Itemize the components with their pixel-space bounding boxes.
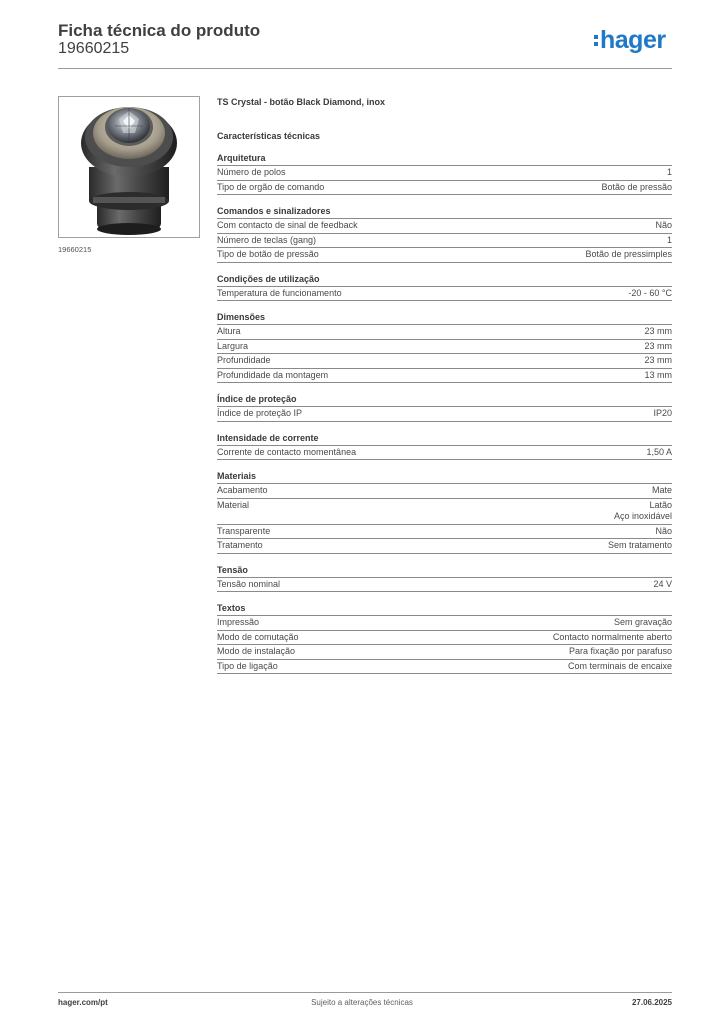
spec-value [608, 540, 672, 552]
section-title: Dimensões [217, 311, 672, 325]
section-title: Arquitetura [217, 152, 672, 166]
spec-value [614, 500, 672, 523]
spec-row [217, 578, 672, 593]
spec-value [667, 235, 672, 247]
spec-value [644, 326, 672, 338]
spec-value [601, 182, 672, 194]
spec-label: Transparente [217, 525, 271, 536]
section-title: Intensidade de corrente [217, 432, 672, 446]
spec-value [646, 447, 672, 459]
spec-label: Profundidade da montagem [217, 369, 329, 380]
page-title: Ficha técnica do produto [58, 21, 261, 40]
spec-value [652, 485, 672, 497]
spec-row [217, 484, 672, 499]
spec-row [217, 219, 672, 234]
spec-label: Acabamento [217, 485, 268, 495]
spec-value-line: 23 mm [644, 355, 672, 365]
spec-value-line: -20 - 60 °C [628, 287, 672, 298]
spec-label: Modo de instalação [217, 646, 296, 656]
spec-section [217, 152, 672, 195]
spec-label: Corrente de contacto momentânea [217, 446, 357, 457]
technical-characteristics-heading: Características técnicas [217, 131, 321, 141]
spec-row [217, 660, 672, 675]
spec-label: Altura [217, 326, 241, 336]
spec-label: Impressão [217, 617, 260, 627]
spec-label: Largura [217, 340, 249, 351]
spec-row [217, 631, 672, 646]
spec-row [217, 369, 672, 384]
spec-label: Tensão nominal [217, 578, 281, 589]
spec-label: Número de teclas (gang) [217, 234, 317, 245]
spec-row [217, 616, 672, 631]
spec-section [217, 470, 672, 554]
spec-value-line: 1 [666, 234, 672, 245]
spec-value-line: Com terminais de encaixe [567, 660, 672, 671]
spec-value-line: Mate [651, 485, 672, 495]
spec-row [217, 248, 672, 263]
crystal-push-button-icon [59, 97, 199, 237]
spec-value [628, 288, 672, 300]
section-title: Comandos e sinalizadores [217, 205, 672, 219]
spec-row [217, 407, 672, 422]
section-title: Tensão [217, 564, 672, 578]
logo-colon-icon [594, 35, 598, 49]
spec-label: Tipo de orgão de comando [217, 181, 325, 192]
spec-value [614, 617, 672, 629]
header-divider [58, 68, 672, 69]
spec-row [217, 340, 672, 355]
product-specs [217, 96, 672, 674]
spec-row [217, 166, 672, 181]
section-title: Condições de utilização [217, 273, 672, 287]
spec-value-line: Não [655, 220, 672, 230]
spec-section [217, 273, 672, 302]
section-title: Índice de proteção [217, 393, 672, 407]
spec-row [217, 499, 672, 525]
spec-value [653, 579, 672, 591]
spec-value [655, 526, 672, 538]
spec-value [644, 341, 672, 353]
spec-value [644, 355, 672, 367]
footer-date: 27.06.2025 [631, 998, 672, 1007]
spec-label: Tipo de botão de pressão [217, 249, 319, 259]
spec-value [568, 661, 672, 673]
spec-label: Temperatura de funcionamento [217, 287, 342, 298]
spec-row [217, 539, 672, 554]
spec-section [217, 205, 672, 263]
spec-value-line: Aço inoxidável [613, 511, 672, 521]
spec-value [653, 408, 672, 420]
spec-row [217, 234, 672, 249]
spec-value-line: Para fixação por parafuso [568, 646, 672, 656]
spec-label: Tipo de ligação [217, 660, 278, 671]
product-code: 19660215 [58, 40, 130, 57]
spec-section [217, 393, 672, 422]
spec-value [644, 370, 672, 382]
spec-section [217, 311, 672, 383]
spec-label: Índice de proteção IP [217, 408, 303, 418]
spec-value-line: Botão de pressão [601, 181, 672, 192]
spec-value-line: Contacto normalmente aberto [552, 631, 672, 642]
spec-section [217, 432, 672, 461]
spec-value [667, 167, 672, 179]
product-name: TS Crystal - botão Black Diamond, inox [217, 97, 386, 107]
spec-label: Com contacto de sinal de feedback [217, 220, 358, 230]
spec-value-line: Sem gravação [613, 617, 672, 627]
spec-label: Número de polos [217, 167, 286, 177]
spec-label: Modo de comutação [217, 631, 299, 642]
spec-value-line: 13 mm [644, 369, 672, 380]
footer-divider [58, 992, 672, 993]
spec-row [217, 181, 672, 196]
spec-value-line: Sem tratamento [607, 540, 672, 550]
spec-value-line: 1 [666, 167, 672, 177]
spec-row [217, 525, 672, 540]
hager-logo [594, 28, 666, 53]
spec-section [217, 564, 672, 593]
spec-value [553, 632, 672, 644]
spec-row [217, 354, 672, 369]
product-image [58, 96, 200, 238]
spec-sections [217, 152, 672, 674]
spec-value-line: Botão de pressimples [585, 249, 672, 259]
spec-value [569, 646, 672, 658]
section-title: Textos [217, 602, 672, 616]
spec-value-line: 1,50 A [646, 446, 672, 457]
spec-label: Profundidade [217, 355, 271, 365]
spec-row [217, 446, 672, 461]
spec-label: Material [217, 499, 250, 510]
spec-row [217, 325, 672, 340]
spec-value-line: 24 V [653, 578, 672, 589]
image-caption: 19660215 [58, 245, 92, 254]
spec-value [655, 220, 672, 232]
spec-value-line: IP20 [653, 408, 672, 418]
section-title: Materiais [217, 470, 672, 484]
footer-notice: Sujeito a alterações técnicas [311, 998, 413, 1007]
spec-value-line: Não [655, 525, 672, 536]
spec-value-line: 23 mm [644, 340, 672, 351]
spec-value-line: Latão [649, 499, 672, 510]
spec-value [585, 249, 672, 261]
logo-text: hager [600, 26, 666, 54]
spec-section [217, 602, 672, 674]
spec-value-line: 23 mm [644, 326, 672, 336]
spec-row [217, 287, 672, 302]
spec-label: Tratamento [217, 540, 263, 550]
footer-website: hager.com/pt [58, 998, 108, 1007]
spec-row [217, 645, 672, 660]
